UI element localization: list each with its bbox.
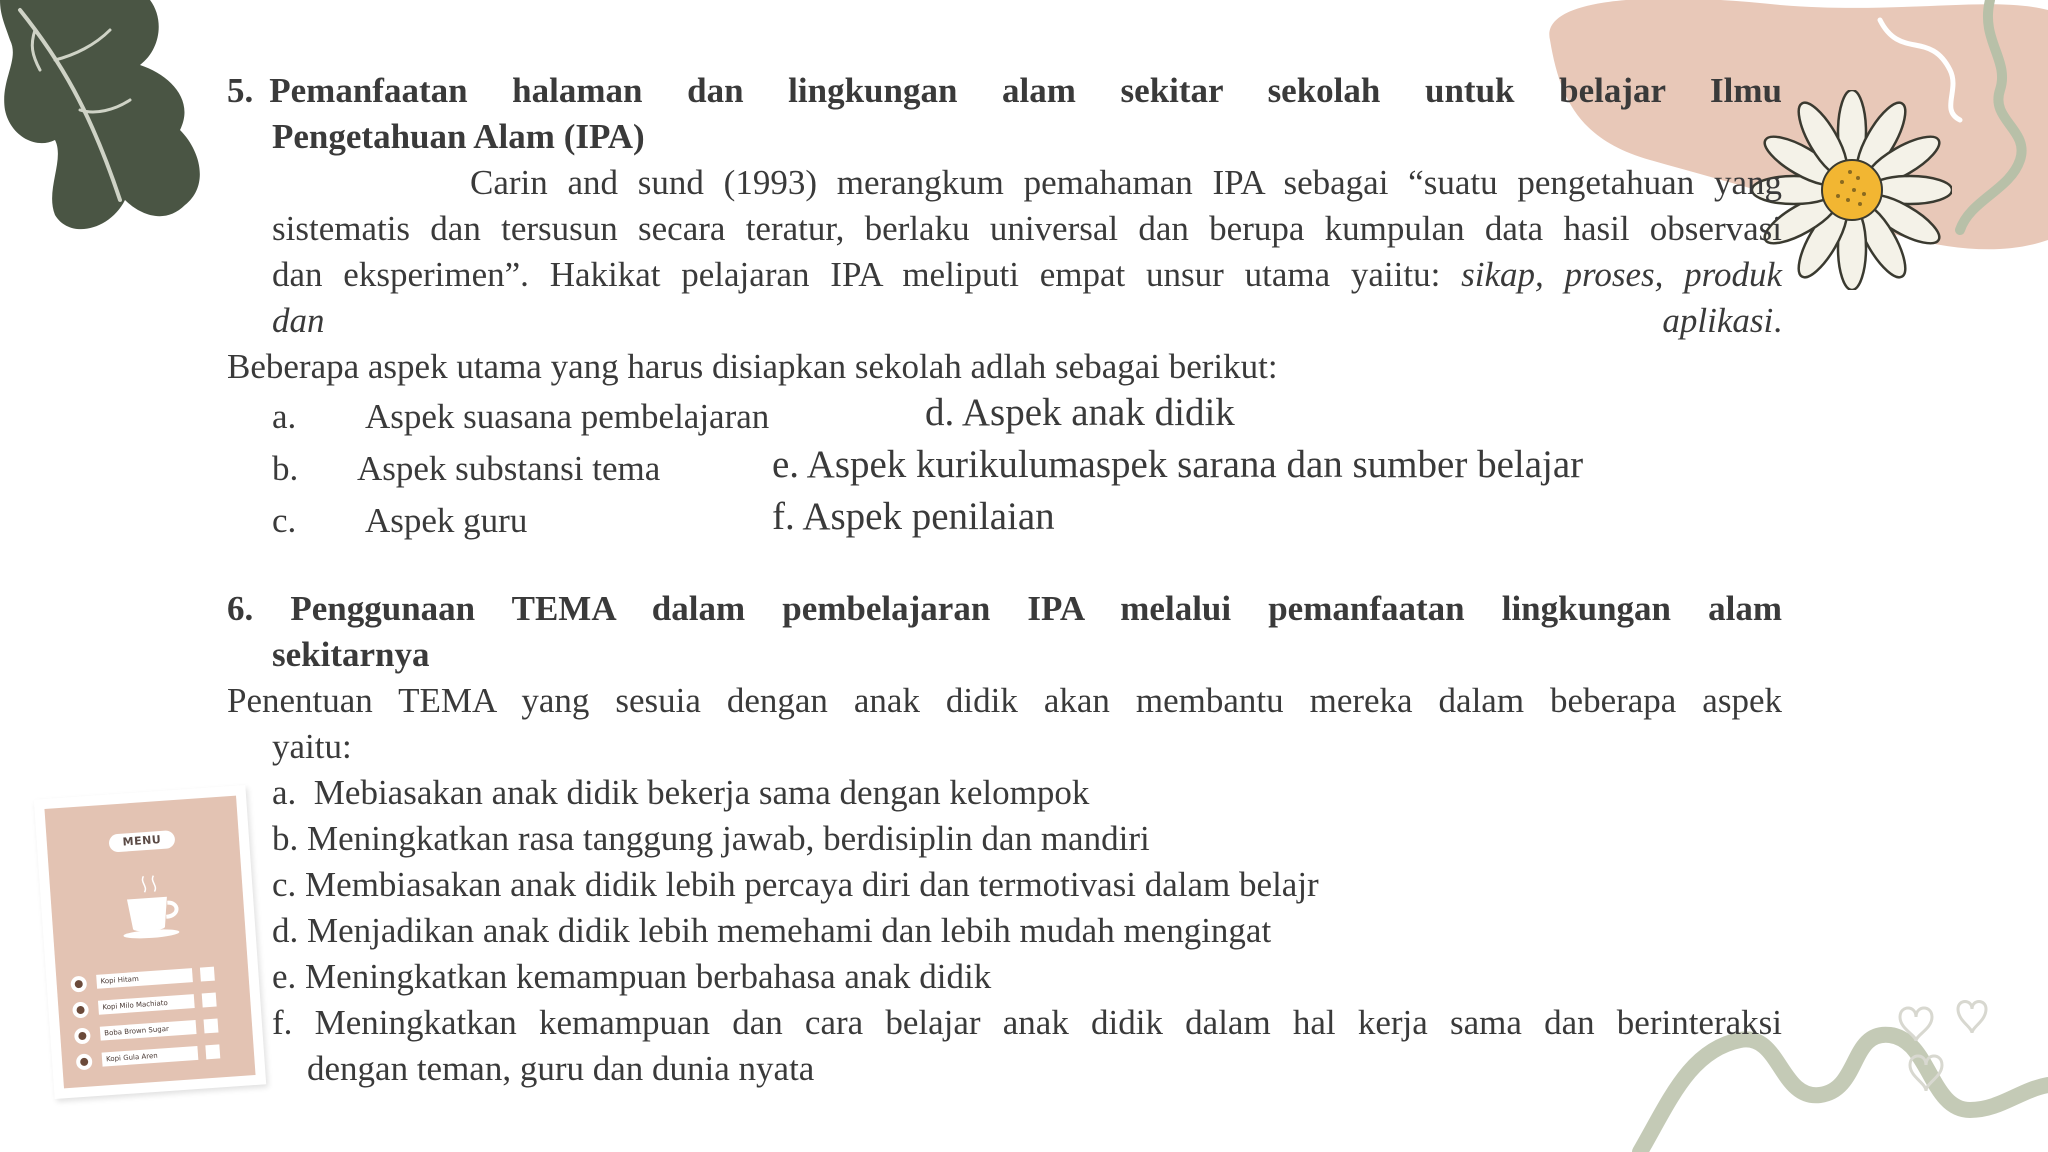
list-item: Aspek guru [365,501,528,540]
section5-para-line3-text: dan eksperimen”. Hakikat pelajaran IPA meliputi empat unsur utama yaiitu: [272,255,1462,294]
menu-item-icon [76,1053,93,1070]
menu-item-checkbox [200,967,215,982]
section5-list-row [227,443,1782,498]
menu-card-body [44,796,255,1089]
section5-heading-line1: Pemanfaatan halaman dan lingkungan alam sekitar sekolah untuk belajar Ilmu [269,71,1782,110]
section6-intro-line2: yaitu: [272,727,352,766]
section5-para-line4-end: . [1773,301,1782,340]
menu-item-checkbox [202,993,217,1008]
section5-para-line3 [272,252,1782,298]
leaf-icon [0,0,215,240]
heart-doodle-icon [1880,995,2030,1105]
section5-para-line1: Carin and sund (1993) merangkum pemahaman IPA sebagai “suatu pengetahuan yang [470,163,1782,202]
menu-item-checkbox [204,1018,219,1033]
menu-item-icon [74,1027,91,1044]
list-item: e. Aspek kurikulumaspek sarana dan sumber belajar [772,443,1584,486]
section5-intro: Beberapa aspek utama yang harus disiapkan sekolah adlah sebagai berikut: [227,347,1278,386]
section5-list-row [227,391,1782,446]
list-item: f. Aspek penilaian [772,495,1055,538]
section6-list-item: f. Meningkatkan kemampuan dan cara belajar anak didik dalam hal kerja sama dan berinteraksi [272,1003,1782,1042]
section6-list-item-continuation: dengan teman, guru dan dunia nyata [307,1049,815,1088]
menu-item-label: Kopi Hitam [96,968,193,989]
menu-item-checkbox [205,1044,220,1059]
coffee-cup-icon [115,869,190,944]
section6-list-item: a. Mebiasakan anak didik bekerja sama dengan kelompok [272,773,1090,812]
section5-list-row [227,495,1782,550]
section5-para-line4 [272,298,1782,344]
spacer [227,550,1782,586]
section6-list-item: e. Meningkatkan kemampuan berbahasa anak didik [272,957,992,996]
list-marker: b. [272,449,299,488]
section5-para-line2: sistematis dan tersusun secara teratur, berlaku universal dan berupa kumpulan data hasil observasi [272,209,1782,248]
list-item: Aspek substansi tema [357,449,661,488]
list-marker: c. [272,501,297,540]
section5-para-line3-italic: sikap, proses, produk [1461,255,1782,294]
menu-title: MENU [108,830,175,853]
menu-item-label: Kopi Gula Aren [102,1046,199,1067]
section6-list-item: b. Meningkatkan rasa tanggung jawab, berdisiplin dan mandiri [272,819,1150,858]
section6-intro-line1: Penentuan TEMA yang sesuia dengan anak didik akan membantu mereka dalam beberapa aspek [227,681,1782,720]
list-item: Aspek suasana pembelajaran [365,397,770,436]
menu-item-icon [72,1001,89,1018]
list-item: d. Aspek anak didik [925,391,1235,434]
section6-heading-line2: sekitarnya [272,635,430,674]
daisy-flower-icon [1752,90,1952,290]
section6-list-item: c. Membiasakan anak didik lebih percaya diri dan termotivasi dalam belajr [272,865,1319,904]
section6-list-item: d. Menjadikan anak didik lebih memehami dan lebih mudah mengingat [272,911,1272,950]
section5-heading [227,68,1782,114]
menu-item-icon [70,976,87,993]
menu-item-label: Kopi Milo Machiato [98,994,195,1015]
section5-heading-number: 5. [227,71,254,110]
section5-heading-line2: Pengetahuan Alam (IPA) [272,117,645,156]
menu-item-label: Boba Brown Sugar [100,1020,197,1041]
section5-para-line4-italic: dan aplikasi [272,301,1774,340]
section5-paragraph [227,160,1782,344]
list-marker: a. [272,397,297,436]
section6-heading-line1: 6. Penggunaan TEMA dalam pembelajaran IPA melalui pemanfaatan lingkungan alam [227,589,1782,628]
slide-content [227,68,1782,1092]
